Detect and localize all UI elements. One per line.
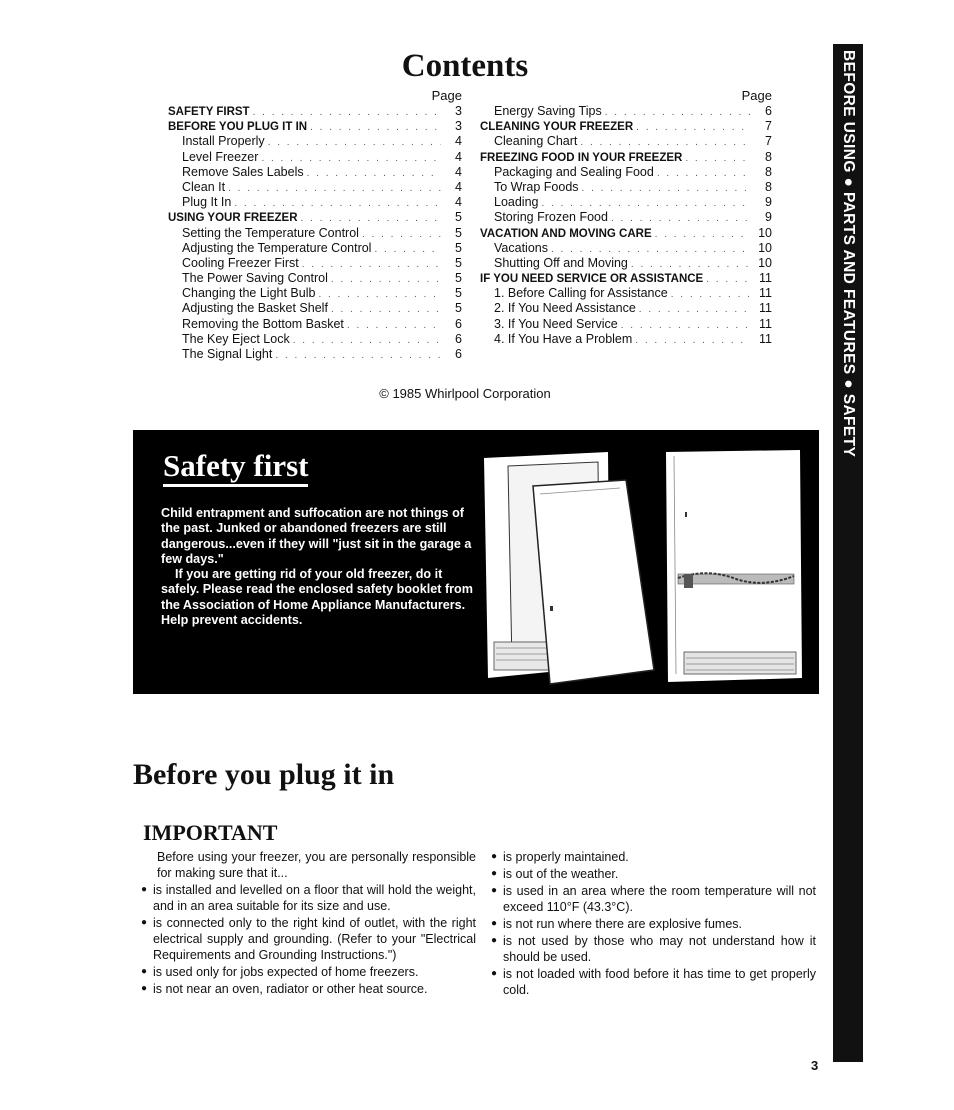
bullet-text: is properly maintained. [503,850,629,864]
bullet-item [491,849,816,865]
safety-banner [133,430,819,694]
toc-entry-label: Install Properly [182,134,265,149]
toc-entry-page: 5 [455,255,462,270]
bullet-icon: ● [141,884,148,895]
toc-entry-page: 7 [765,119,772,134]
bullet-text: is not loaded with food before it has time to get properly cold. [503,967,816,997]
toc-entry-page: 4 [455,149,462,164]
toc-entry-label: The Signal Light [182,347,273,361]
toc-entry [168,271,462,286]
toc-entry [480,256,772,271]
toc-entry [480,134,772,149]
section-title: Before you plug it in [133,758,395,791]
toc-leader-dots [261,151,441,166]
toc-entry-page: 6 [455,331,462,346]
toc-entry-page: 4 [455,195,462,210]
toc-entry-label: Remove Sales Labels [182,164,304,179]
toc-entry-page: 11 [759,286,772,301]
toc-entry-label: Removing the Bottom Basket [182,316,344,331]
toc-entry [168,301,462,316]
left-text-column [141,849,476,998]
bullet-text: is not near an oven, radiator or other heat source. [153,982,428,996]
toc-entry-page: 6 [455,347,462,361]
toc-entry-page: 11 [759,301,772,316]
toc-leader-dots [234,196,441,211]
toc-leader-dots [639,302,751,317]
bullet-text: is not run where there are explosive fumes. [503,917,743,931]
toc-leader-dots [582,181,751,196]
toc-entry [168,317,462,332]
copyright: © 1985 Whirlpool Corporation [379,386,551,401]
toc-entry-page: 5 [455,286,462,301]
toc-leader-dots [580,135,751,150]
toc-entry [168,332,462,347]
bullet-icon: ● [491,918,498,929]
toc-entry-page: 5 [455,210,462,225]
toc-leader-dots [310,120,441,135]
toc-leader-dots [657,166,751,181]
toc-entry-page: 6 [765,104,772,118]
toc-entry-label: Shutting Off and Moving [494,255,628,270]
toc-entry [480,332,772,347]
toc-entry-label: Level Freezer [182,149,259,164]
toc-entry [168,134,462,149]
toc-entry [480,226,772,241]
toc-entry-label: The Key Eject Lock [182,331,290,346]
toc-entry-page: 8 [765,149,772,164]
toc-entry-page: 9 [765,195,772,210]
bullet-item [141,915,476,963]
toc-entry [168,226,462,241]
bullet-item [141,981,476,997]
safety-warning-text [161,506,481,628]
toc-entry-label: IF YOU NEED SERVICE OR ASSISTANCE [480,273,704,286]
bullet-icon: ● [141,983,148,994]
toc-entry-label: 1. Before Calling for Assistance [494,286,668,301]
toc-leader-dots [706,272,751,287]
toc-leader-dots [685,151,751,166]
toc-leader-dots [228,181,441,196]
toc-page-header: Page [741,88,772,103]
bullet-item [491,933,816,965]
bullet-icon: ● [491,868,498,879]
toc-entry [480,195,772,210]
contents-title: Contents [401,48,529,84]
bullet-item [491,883,816,915]
toc-entry-label: Adjusting the Temperature Control [182,240,372,255]
toc-entry-page: 11 [759,271,772,286]
toc-entry [480,317,772,332]
bullet-icon: ● [491,968,498,979]
intro-text: Before using your freezer, you are personally responsible for making sure that it... [157,850,476,880]
toc-entry-label: Loading [494,195,539,210]
toc-entry-page: 11 [759,331,772,346]
toc-entry-page: 8 [765,164,772,179]
toc-entry [480,119,772,134]
toc-entry-label: Vacations [494,240,548,255]
toc-entry-page: 5 [455,301,462,316]
toc-leader-dots [605,105,751,120]
toc-entry-label: Cleaning Chart [494,134,578,149]
toc-entry [168,150,462,165]
toc-entry [168,165,462,180]
toc-leader-dots [542,196,752,211]
toc-leader-dots [318,287,441,302]
toc-entry-label: Packaging and Sealing Food [494,164,654,179]
toc-entry-label: SAFETY FIRST [168,106,250,118]
toc-leader-dots [635,333,751,348]
toc-entry-label: Energy Saving Tips [494,104,602,118]
toc-leader-dots [631,257,751,272]
toc-leader-dots [301,211,442,226]
toc-leader-dots [655,227,751,242]
toc-entry [168,210,462,225]
toc-entry-page: 11 [759,316,772,331]
toc-leader-dots [636,120,751,135]
bullet-text: is used in an area where the room temperature will not exceed 110°F (43.3°C). [503,884,816,914]
bullet-item [491,916,816,932]
toc-entry [480,241,772,256]
bullet-icon: ● [491,935,498,946]
toc-entry-page: 8 [765,179,772,194]
toc-entry-page: 5 [455,240,462,255]
toc-entry-label: Plug It In [182,195,232,210]
toc-entry-label: FREEZING FOOD IN YOUR FREEZER [480,151,683,164]
toc-entry [480,165,772,180]
safety-paragraph: If you are getting rid of your old freezer, do it safely. Please read the enclosed safety booklet from the Association of Home Appliance Manufacturers. Help prevent accidents. [161,567,473,628]
toc-entry-label: BEFORE YOU PLUG IT IN [168,121,308,134]
toc-entry [480,150,772,165]
toc-page-header: Page [431,88,462,103]
bullet-text: is connected only to the right kind of outlet, with the right electrical supply and grounding. (Refer to your "Electrical Requirements and Grounding Instructions.") [153,916,476,962]
bullet-item [141,964,476,980]
toc-leader-dots [611,211,751,226]
bullet-icon: ● [141,917,148,928]
bullet-item [141,882,476,914]
page-number: 3 [811,1058,819,1073]
toc-entry-page: 4 [455,179,462,194]
bullet-text: is out of the weather. [503,867,619,881]
toc-entry-page: 6 [455,316,462,331]
toc-entry-page: 3 [455,119,462,134]
toc-entry [168,256,462,271]
toc-entry [168,286,462,301]
toc-entry [168,180,462,195]
toc-leader-dots [331,302,441,317]
toc-leader-dots [374,242,441,257]
toc-entry [168,119,462,134]
toc-entry [480,286,772,301]
toc-leader-dots [671,287,751,302]
bullet-text: is not used by those who may not understand how it should be used. [503,934,816,964]
toc-entry [168,347,462,362]
toc-entry-page: 5 [455,225,462,240]
toc-entry-label: Adjusting the Basket Shelf [182,301,328,316]
toc-entry-label: CLEANING YOUR FREEZER [480,121,634,134]
toc-entry-label: 3. If You Need Service [494,316,618,331]
toc-leader-dots [621,318,751,333]
toc-entry-label: Clean It [182,179,226,194]
freezer-illustration [478,446,808,686]
important-heading: IMPORTANT [143,820,278,845]
toc-entry-label: 2. If You Need Assistance [494,301,636,316]
toc-entry [480,210,772,225]
bullet-icon: ● [491,885,498,896]
toc-entry [168,104,462,119]
toc-entry-page: 10 [758,225,772,240]
bullet-icon: ● [141,966,148,977]
toc-entry-label: Cooling Freezer First [182,255,299,270]
toc-entry-label: VACATION AND MOVING CARE [480,227,652,240]
toc-leader-dots [302,257,441,272]
bullet-item [491,966,816,998]
toc-leader-dots [362,227,441,242]
toc-left-column [168,88,462,362]
bullet-text: is installed and levelled on a floor that will hold the weight, and in an area suitable for its size and use. [153,883,476,913]
toc-entry [168,241,462,256]
toc-leader-dots [331,272,441,287]
toc-leader-dots [293,333,441,348]
toc-entry [168,195,462,210]
toc-entry-page: 10 [758,255,772,270]
bullet-icon: ● [491,851,498,862]
toc-leader-dots [253,105,441,120]
toc-entry-label: Storing Frozen Food [494,210,608,225]
toc-entry-label: Changing the Light Bulb [182,286,316,301]
toc-entry [480,180,772,195]
toc-leader-dots [275,348,441,363]
toc-entry [480,104,772,119]
toc-entry-page: 9 [765,210,772,225]
toc-entry-page: 5 [455,271,462,286]
toc-entry-label: The Power Saving Control [182,271,328,286]
toc-entry [480,301,772,316]
toc-entry-label: 4. If You Have a Problem [494,331,633,346]
bullet-text: is used only for jobs expected of home freezers. [153,965,419,979]
toc-entry [480,271,772,286]
toc-entry-label: USING YOUR FREEZER [168,212,298,225]
toc-entry-page: 4 [455,164,462,179]
safety-title: Safety first [163,448,308,487]
toc-leader-dots [307,166,441,181]
safety-paragraph: Child entrapment and suffocation are not things of the past. Junked or abandoned freezers are still dangerous...even if they will "just sit in the garage a few days." [161,506,472,566]
toc-entry-page: 4 [455,134,462,149]
bullet-item [491,866,816,882]
toc-entry-page: 3 [455,104,462,118]
toc-right-column [480,88,772,347]
toc-entry-page: 7 [765,134,772,149]
toc-leader-dots [551,242,751,257]
toc-leader-dots [347,318,441,333]
toc-entry-label: Setting the Temperature Control [182,225,359,240]
toc-entry-label: To Wrap Foods [494,179,579,194]
toc-entry-page: 10 [758,240,772,255]
side-tab-label: BEFORE USING ● PARTS AND FEATURES ● SAFETY [840,50,857,458]
toc-leader-dots [268,135,441,150]
right-text-column [491,849,816,999]
